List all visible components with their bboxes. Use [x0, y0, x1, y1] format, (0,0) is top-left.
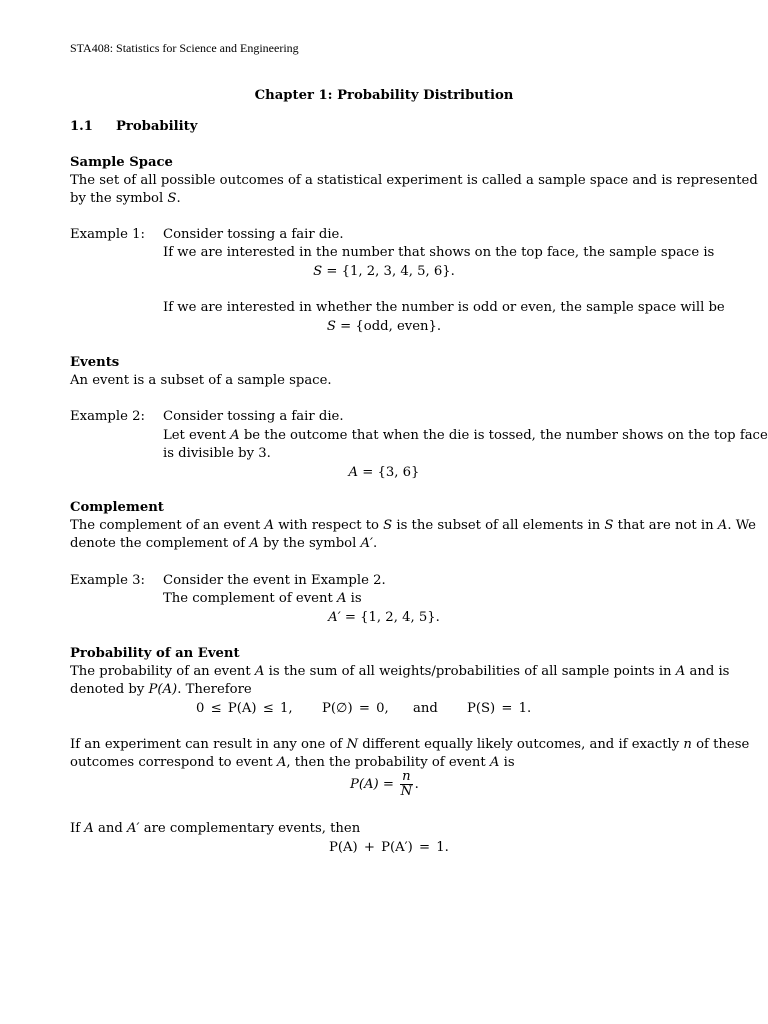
complement-heading: Complement — [70, 500, 164, 515]
sample-space-definition-line2: by the symbol S. — [70, 191, 181, 206]
example2-line2: Let event A be the outcome that when the die is tossed, the number shows on the top face — [163, 428, 768, 443]
fraction-n-over-N: $\frac{n}{N}$ — [400, 769, 413, 799]
equally-likely-line1: If an experiment can result in any one of N different equally likely outcomes, and if exactly n of these — [70, 737, 750, 752]
section-number: 1.1 — [70, 119, 93, 134]
example3-complement-set: A′ = {1, 2, 4, 5}. — [328, 610, 440, 625]
complementary-events-line: If A and A′ are complementary events, then — [70, 821, 361, 836]
complement-definition-line2: denote the complement of A by the symbol A′. — [70, 536, 378, 551]
sample-space-definition-line1: The set of all possible outcomes of a statistical experiment is called a sample space and is represented — [70, 173, 758, 188]
example2-label: Example 2: — [70, 409, 145, 424]
complement-rule-formula: P(A) + P(A′) = 1. — [329, 840, 449, 855]
example2-event-set: A = {3, 6} — [348, 465, 420, 480]
events-heading: Events — [70, 355, 120, 370]
equally-likely-line2: outcomes correspond to event A, then the probability of event A is — [70, 755, 515, 770]
example1-sample-space-numbers: S = {1, 2, 3, 4, 5, 6}. — [313, 264, 455, 279]
probability-event-definition-line2: denoted by P(A). Therefore — [70, 682, 252, 697]
complement-definition-line1: The complement of an event A with respect to S is the subset of all elements in S that are not in A. We — [70, 518, 756, 533]
example1-line3: If we are interested in whether the number is odd or even, the sample space will be — [163, 300, 725, 315]
example3-line2: The complement of event A is — [163, 591, 362, 606]
sample-space-heading: Sample Space — [70, 155, 173, 170]
example1-sample-space-parity: S = {odd, even}. — [326, 319, 442, 334]
probability-event-heading: Probability of an Event — [70, 646, 240, 661]
example3-label: Example 3: — [70, 573, 145, 588]
and-word: and — [413, 701, 438, 716]
section-title: Probability — [116, 119, 198, 134]
example1-line2: If we are interested in the number that shows on the top face, the sample space is — [163, 245, 715, 260]
chapter-title: Chapter 1: Probability Distribution — [254, 88, 514, 103]
example3-line1: Consider the event in Example 2. — [163, 573, 386, 588]
events-definition: An event is a subset of a sample space. — [70, 373, 332, 388]
probability-bounds-formula: 0 ≤ P(A) ≤ 1, — [196, 701, 293, 716]
example2-line3: is divisible by 3. — [163, 446, 271, 461]
example1-line1: Consider tossing a fair die. — [163, 227, 344, 242]
probability-empty-set-formula: P(∅) = 0, — [322, 701, 389, 716]
probability-event-definition-line1: The probability of an event A is the sum of all weights/probabilities of all sample points in A and is — [70, 664, 730, 679]
classical-probability-formula: P(A) = $\frac{n}{N}$ . — [350, 769, 419, 799]
example1-label: Example 1: — [70, 227, 145, 242]
probability-sample-space-formula: P(S) = 1. — [467, 701, 532, 716]
example2-line1: Consider tossing a fair die. — [163, 409, 344, 424]
course-header: STA408: Statistics for Science and Engineering — [70, 41, 299, 55]
